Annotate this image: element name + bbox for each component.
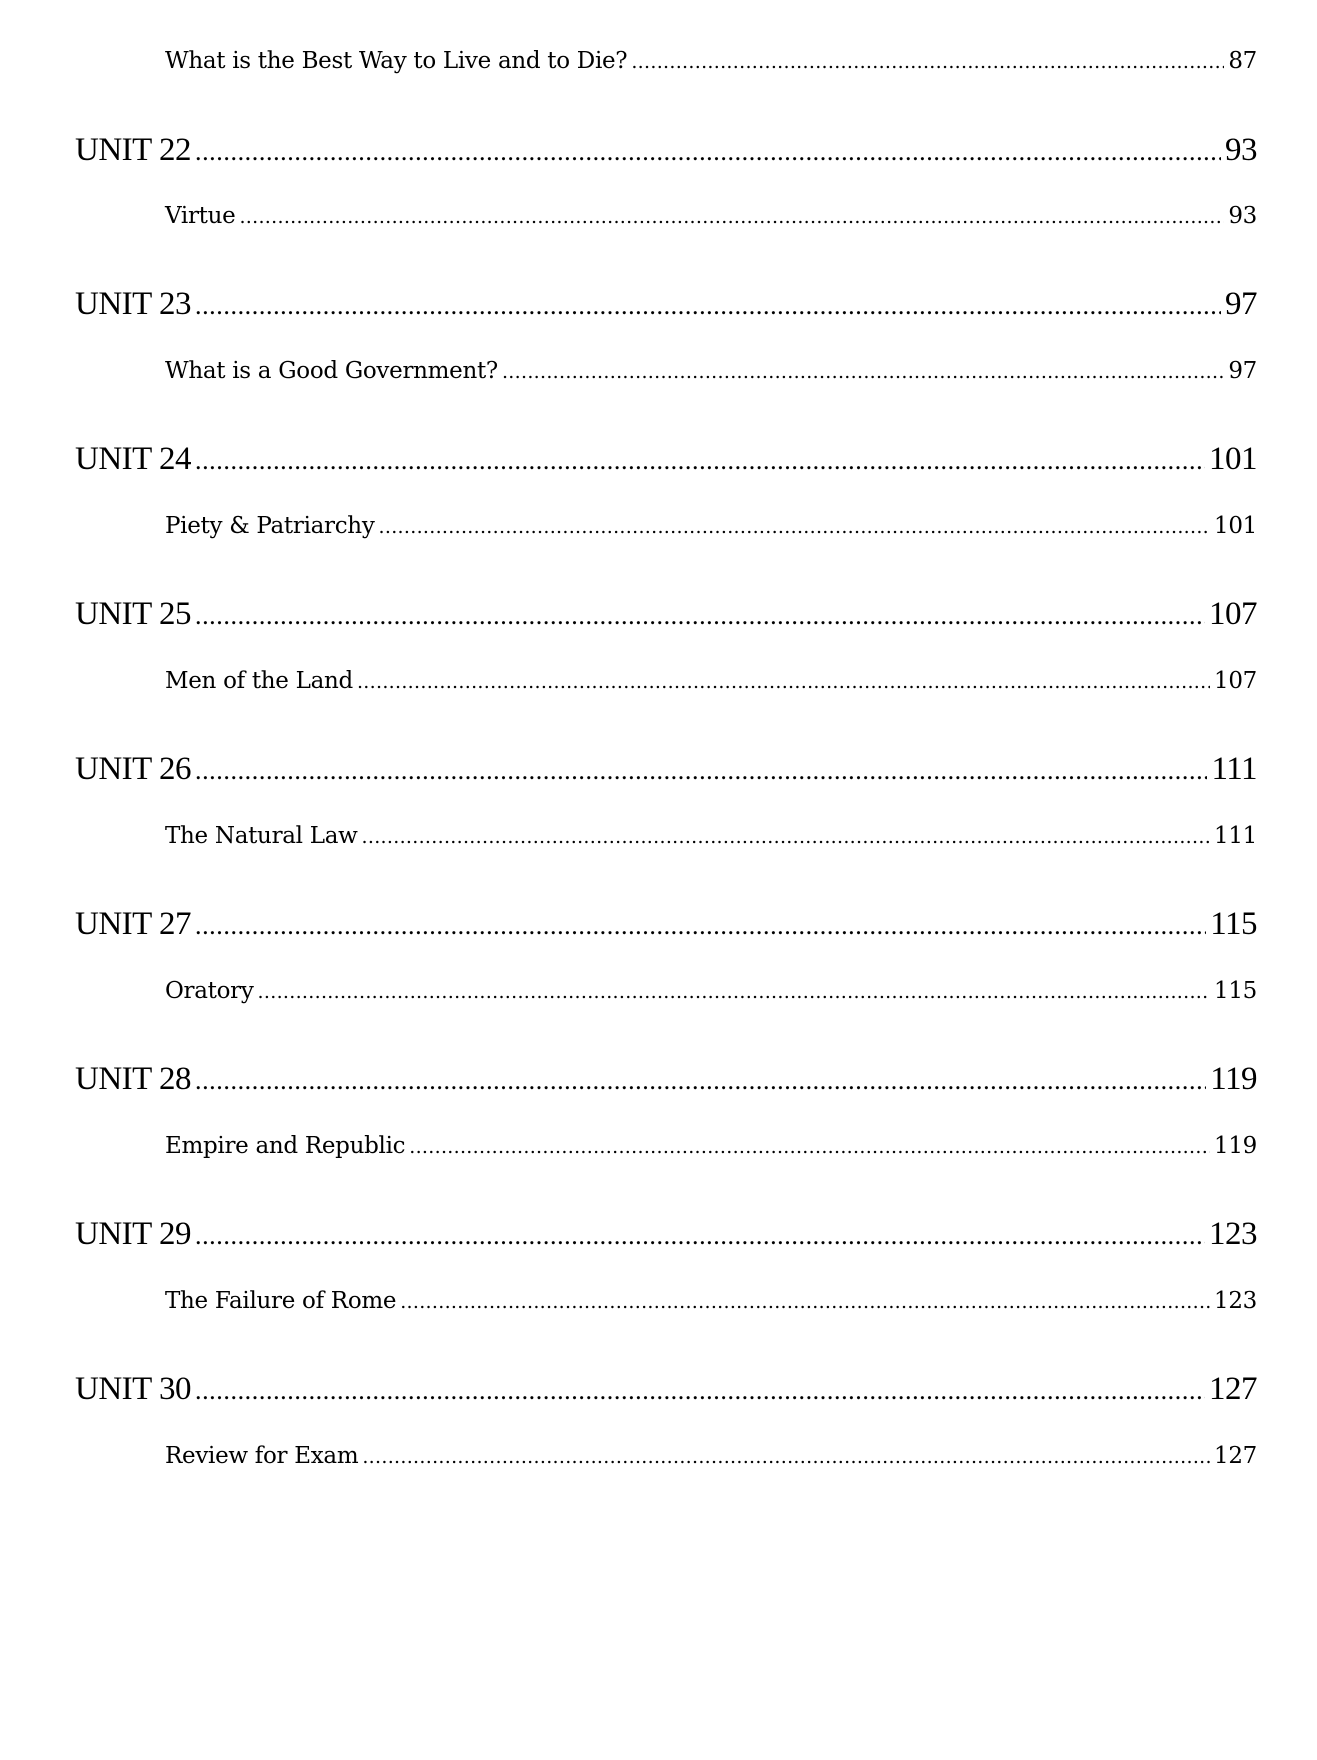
dot-leader	[195, 911, 1206, 941]
toc-entry-unit[interactable]	[75, 906, 1257, 943]
toc-entry-title: What is a Good Government?	[165, 358, 498, 384]
toc-entry-subsection[interactable]	[165, 1133, 1257, 1159]
toc-entry-title: UNIT 28	[75, 1061, 191, 1097]
toc-entry-page: 107	[1209, 596, 1257, 632]
dot-leader	[362, 826, 1210, 848]
toc-entry-title: Empire and Republic	[165, 1133, 406, 1159]
toc-entry-subsection[interactable]	[165, 1288, 1257, 1314]
toc-entry-page: 119	[1210, 1061, 1257, 1097]
toc-entry-title: Piety & Patriarchy	[165, 513, 375, 539]
toc-entry-page: 111	[1214, 823, 1257, 849]
toc-entry-title: UNIT 24	[75, 441, 191, 477]
toc-entry-page: 93	[1228, 203, 1257, 229]
toc-entry-page: 101	[1214, 513, 1257, 539]
toc-entry-unit[interactable]	[75, 1061, 1257, 1098]
toc-entry-subsection[interactable]	[165, 203, 1257, 229]
dot-leader	[195, 1066, 1206, 1096]
dot-leader	[502, 361, 1224, 383]
dot-leader	[195, 137, 1221, 167]
toc-entry-page: 123	[1214, 1288, 1257, 1314]
toc-entry-page: 101	[1209, 441, 1257, 477]
toc-entry-title: UNIT 29	[75, 1216, 191, 1252]
toc-entry-title: UNIT 30	[75, 1371, 191, 1407]
toc-entry-unit[interactable]	[75, 1371, 1257, 1408]
toc-entry-page: 127	[1209, 1371, 1257, 1407]
dot-leader	[631, 51, 1224, 73]
toc-entry-page: 87	[1228, 48, 1257, 74]
toc-entry-page: 107	[1214, 668, 1257, 694]
toc-entry-page: 97	[1228, 358, 1257, 384]
dot-leader	[195, 601, 1205, 631]
toc-entry-subsection[interactable]	[165, 1443, 1257, 1469]
toc-entry-page: 115	[1210, 906, 1257, 942]
toc-entry-unit[interactable]	[75, 441, 1257, 478]
toc-entry-title: The Natural Law	[165, 823, 358, 849]
toc-entry-unit[interactable]	[75, 751, 1257, 788]
toc-entry-title: UNIT 22	[75, 132, 191, 168]
toc-entry-subsection[interactable]	[165, 668, 1257, 694]
toc-entry-subsection[interactable]	[165, 823, 1257, 849]
toc-entry-title: UNIT 25	[75, 596, 191, 632]
toc-entry-title: UNIT 23	[75, 286, 191, 322]
dot-leader	[195, 446, 1205, 476]
toc-entry-page: 123	[1209, 1216, 1257, 1252]
toc-entry-subsection[interactable]	[165, 358, 1257, 384]
toc-entry-page: 97	[1225, 286, 1257, 322]
dot-leader	[195, 1221, 1205, 1251]
toc-entry-unit[interactable]	[75, 1216, 1257, 1253]
dot-leader	[409, 1136, 1210, 1158]
toc-entry-page: 119	[1214, 1133, 1257, 1159]
toc-entry-subsection[interactable]	[165, 48, 1257, 74]
toc-entry-title: Review for Exam	[165, 1443, 359, 1469]
toc-entry-subsection[interactable]	[165, 978, 1257, 1004]
toc-entry-page: 111	[1211, 751, 1257, 787]
toc-entry-page: 127	[1214, 1443, 1257, 1469]
toc-entry-page: 115	[1214, 978, 1257, 1004]
dot-leader	[379, 516, 1210, 538]
dot-leader	[258, 981, 1210, 1003]
toc-entry-title: Men of the Land	[165, 668, 353, 694]
toc-entry-unit[interactable]	[75, 596, 1257, 633]
dot-leader	[357, 671, 1210, 693]
toc-entry-title: UNIT 27	[75, 906, 191, 942]
toc-entry-title: What is the Best Way to Live and to Die?	[165, 48, 628, 74]
toc-entry-title: Virtue	[165, 203, 236, 229]
dot-leader	[239, 206, 1224, 228]
toc-entry-title: UNIT 26	[75, 751, 191, 787]
toc-entry-title: Oratory	[165, 978, 254, 1004]
toc-entry-page: 93	[1225, 132, 1257, 168]
toc-entry-unit[interactable]	[75, 286, 1257, 323]
dot-leader	[195, 291, 1221, 321]
toc-entry-subsection[interactable]	[165, 513, 1257, 539]
dot-leader	[195, 756, 1207, 786]
dot-leader	[400, 1291, 1210, 1313]
dot-leader	[362, 1446, 1210, 1468]
toc-entry-title: The Failure of Rome	[165, 1288, 397, 1314]
dot-leader	[195, 1376, 1205, 1406]
toc-entry-unit[interactable]	[75, 132, 1257, 169]
